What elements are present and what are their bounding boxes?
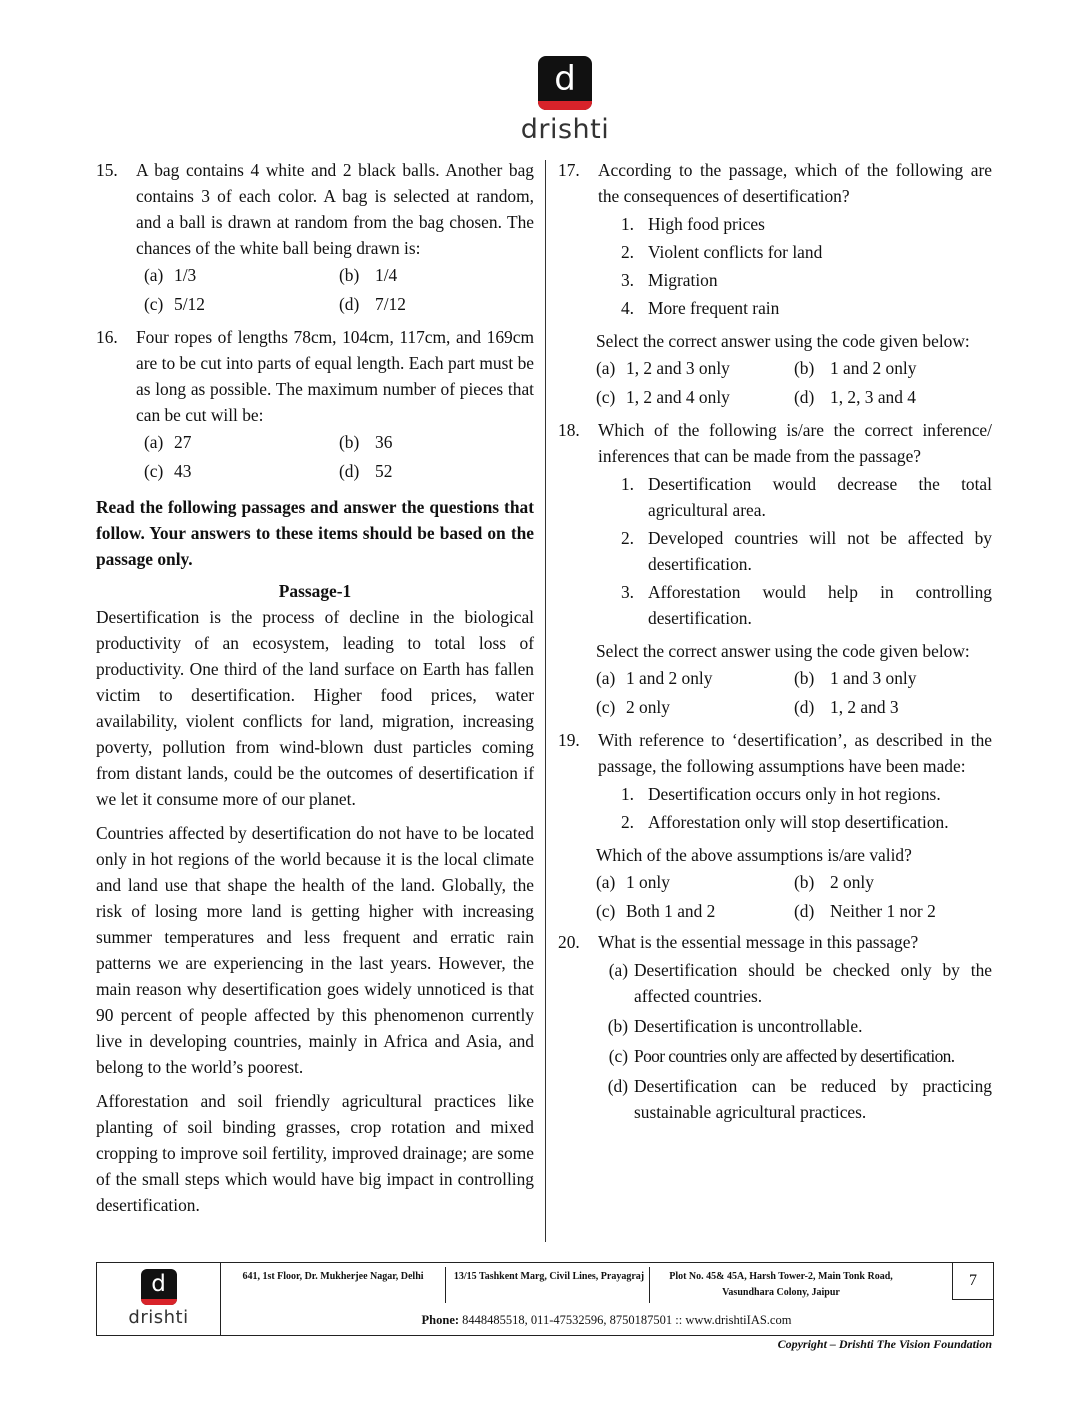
option: (a) 27 [144,432,192,452]
question-18-prompt: Select the correct answer using the code given below: [596,641,970,661]
question-17-options [596,354,992,412]
question-15-options [144,261,534,319]
left-column [96,157,534,1218]
footer-logo [97,1263,221,1335]
option: (b) 1 and 3 only [794,668,917,688]
option: (c) 5/12 [144,294,205,314]
footer-contact: Phone: 8448485518, 011-47532596, 8750187501 :: www.drishtiIAS.com [421,1313,792,1327]
list-item: 4. More frequent rain [620,298,780,318]
question-20-text: What is the essential message in this passage? [598,932,919,952]
footer-address-prayagraj: 13/15 Tashkent Marg, Civil Lines, Prayagraj [453,1271,645,1282]
passage-title: Passage-1 [278,581,352,601]
footer-address-jaipur: Plot No. 45& 45A, Harsh Tower-2, Main Tonk Road, Vasundhara Colony, Jaipur [669,1271,893,1298]
passage-paragraph: Countries affected by desertification do not have to be located only in hot regions of the world because it is the local climate and land use that shape the health of the land. Globally, the risk of losing more land is getting higher with increasing summer temperatures and less frequent and erratic rain patterns we are experiencing in the last years. However, the main reason why desertification goes widely unnoticed is that 90 percent of people affected by this phenomenon currently live in developing countries, mainly in Africa and Asia, and belong to the world’s poorest. [96,823,534,1077]
option: (b) 36 [339,432,393,452]
list-item: 3. Afforestation would help in controlling desertification. [620,582,992,628]
logo-wordmark: drishti [520,114,610,145]
option: (b) 1/4 [339,265,398,285]
option: (d) 1, 2, 3 and 4 [794,387,916,407]
option: (d) 1, 2 and 3 [794,697,899,717]
question-15-text: A bag contains 4 white and 2 black balls. Another bag contains 3 of each color. A bag is selected at random, and a ball is drawn at random from the bag chosen. The chances of the white ball being drawn is: [136,160,534,258]
question-18: 18. Which of the following is/are the correct inference/ inferences that can be made from the passage? [558,417,992,469]
option: (c) Both 1 and 2 [596,901,716,921]
option: (c) 2 only [596,697,670,717]
question-19-prompt: Which of the above assumptions is/are valid? [596,845,912,865]
question-16-options [144,428,534,486]
page-footer [96,1262,994,1336]
option: (b) 2 only [794,872,874,892]
question-20: 20. What is the essential message in this passage? [558,929,992,955]
column-divider [545,160,546,1242]
list-item: 2. Afforestation only will stop desertification. [620,812,949,832]
page-number: 7 [952,1263,993,1300]
question-16-text: Four ropes of lengths 78cm, 104cm, 117cm, and 169cm are to be cut into parts of equal length. Each part must be as long as possible. The maximum number of pieces that can be cut will be: [136,327,534,425]
option: (d) 7/12 [339,294,406,314]
question-17: 17. According to the passage, which of the following are the consequences of desertification? [558,157,992,209]
question-17-text: According to the passage, which of the following are the consequences of desertification? [598,160,992,206]
option: (b) Desertification is uncontrollable. [607,1016,863,1036]
list-item: 2. Developed countries will not be affected by desertification. [620,528,992,574]
option: (b) 1 and 2 only [794,358,917,378]
passage-instructions: Read the following passages and answer the questions that follow. Your answers to these items should be based on the passage only. [96,497,534,569]
logo-letter: d [554,59,576,99]
option: (d) Neither 1 nor 2 [794,901,936,921]
question-19-options [596,868,992,926]
option: (c) Poor countries only are affected by desertification. [608,1046,955,1066]
passage-paragraph: Desertification is the process of decline in the biological productivity of an ecosystem, leading to total loss of productivity. One third of the land surface on Earth has fallen victim to desertification. Higher food prices, water availability, violent conflicts for land, migration, increasing poverty, pollution from wind-blown dust particles coming from distant lands, could be the outcomes of desertification if we let it consume more of our planet. [96,607,534,809]
question-19: 19. With reference to ‘desertification’, as described in the passage, the following assumptions have been made: [558,727,992,779]
option: (d) Desertification can be reduced by practicing sustainable agricultural practices. [607,1076,992,1122]
logo-wordmark: drishti [128,1307,189,1328]
option: (a) 1, 2 and 3 only [596,358,730,378]
option: (a) 1 only [596,872,670,892]
list-item: 3. Migration [620,270,718,290]
option: (a) 1/3 [144,265,197,285]
question-16: 16. Four ropes of lengths 78cm, 104cm, 117cm, and 169cm are to be cut into parts of equal length. Each part must be as long as possible. The maximum number of pieces that can be cut will be: [96,324,534,428]
option: (a) Desertification should be checked only by the affected countries. [608,960,992,1006]
question-15: 15. A bag contains 4 white and 2 black balls. Another bag contains 3 of each color. A bag is selected at random, and a ball is drawn at random from the bag chosen. The chances of the white ball being drawn is: [96,157,534,261]
copyright-notice: Copyright – Drishti The Vision Foundation [777,1337,992,1351]
drishti-logo [517,56,613,145]
option: (a) 1 and 2 only [596,668,713,688]
logo-mark [538,56,592,110]
option: (c) 1, 2 and 4 only [596,387,730,407]
list-item: 1. Desertification occurs only in hot regions. [620,784,941,804]
question-18-text: Which of the following is/are the correct inference/ inferences that can be made from the passage? [598,420,992,466]
option: (d) 52 [339,461,393,481]
question-19-text: With reference to ‘desertification’, as described in the passage, the following assumptions have been made: [598,730,992,776]
list-item: 1. Desertification would decrease the total agricultural area. [620,474,992,520]
logo-mark: d [141,1269,177,1305]
list-item: 1. High food prices [620,214,765,234]
footer-address-delhi: 641, 1st Floor, Dr. Mukherjee Nagar, Delhi [242,1271,424,1282]
question-17-prompt: Select the correct answer using the code given below: [596,331,970,351]
right-column [558,157,992,1125]
question-18-options [596,664,992,722]
passage-paragraph: Afforestation and soil friendly agricultural practices like planting of soil binding grasses, crop rotation and mixed cropping to improve soil fertility, improved drainage; are some of the small steps which would have big impact in controlling desertification. [96,1091,534,1215]
list-item: 2. Violent conflicts for land [620,242,823,262]
option: (c) 43 [144,461,192,481]
